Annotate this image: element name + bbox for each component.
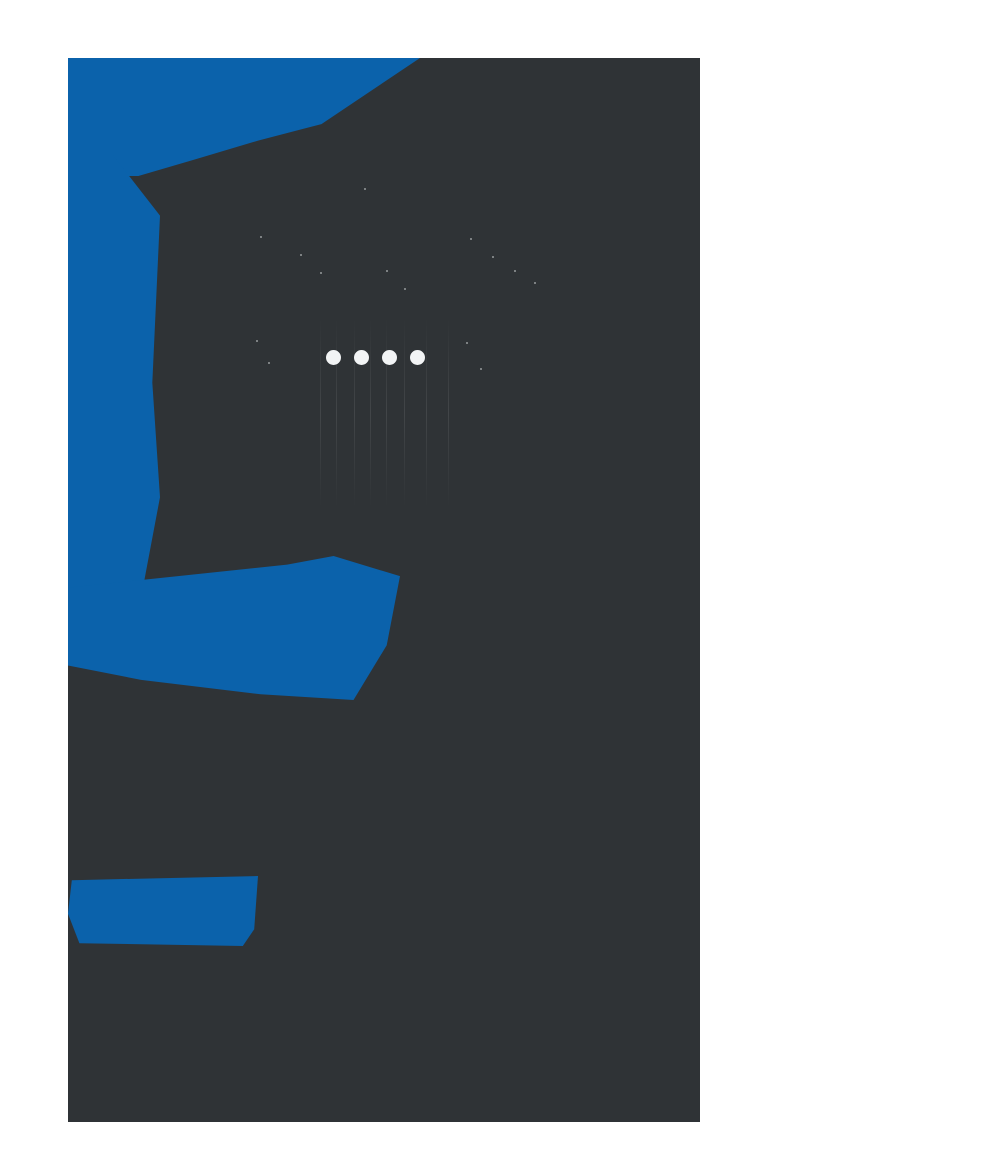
loading-dot	[326, 350, 341, 365]
brand-badge	[68, 876, 258, 946]
loading-dot	[382, 350, 397, 365]
brand-mid-notch	[112, 154, 160, 594]
loading-dot	[354, 350, 369, 365]
light-streaks	[308, 318, 468, 508]
loading-dots[interactable]	[326, 350, 425, 365]
app-surface	[68, 58, 700, 1122]
loading-dot	[410, 350, 425, 365]
brand-top-band	[68, 58, 420, 176]
